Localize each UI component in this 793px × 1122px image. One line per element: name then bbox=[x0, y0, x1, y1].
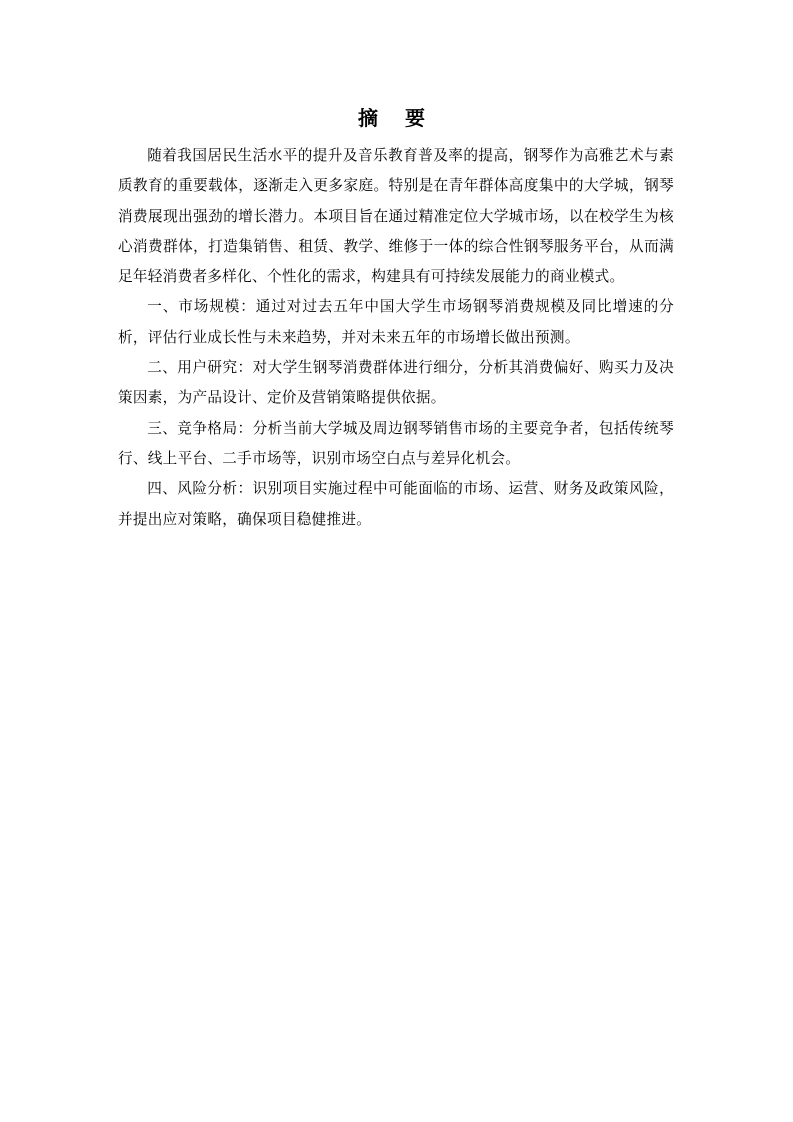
paragraph-intro: 随着我国居民生活水平的提升及音乐教育普及率的提高，钢琴作为高雅艺术与素质教育的重要载体，逐渐走入更多家庭。特别是在青年群体高度集中的大学城，钢琴消费展现出强劲的增长潜力。本项目旨在通过精准定位大学城市场，以在校学生为核心消费群体，打造集销售、租赁、教学、维修于一体的综合性钢琴服务平台，从而满足年轻消费者多样化、个性化的需求，构建具有可持续发展能力的商业模式。 bbox=[118, 147, 674, 286]
abstract-title: 摘 要 bbox=[358, 106, 435, 130]
paragraph-risk-analysis: 四、风险分析：识别项目实施过程中可能面临的市场、运营、财务及政策风险，并提出应对策略，确保项目稳健推进。 bbox=[118, 480, 674, 528]
paragraph-user-research: 二、用户研究：对大学生钢琴消费群体进行细分，分析其消费偏好、购买力及决策因素，为产品设计、定价及营销策略提供依据。 bbox=[118, 359, 674, 407]
paragraph-market-size: 一、市场规模：通过对过去五年中国大学生市场钢琴消费规模及同比增速的分析，评估行业成长性与未来趋势，并对未来五年的市场增长做出预测。 bbox=[118, 298, 674, 346]
abstract-body bbox=[118, 141, 674, 535]
paragraph-competition: 三、竞争格局：分析当前大学城及周边钢琴销售市场的主要竞争者，包括传统琴行、线上平台、二手市场等，识别市场空白点与差异化机会。 bbox=[118, 419, 674, 467]
